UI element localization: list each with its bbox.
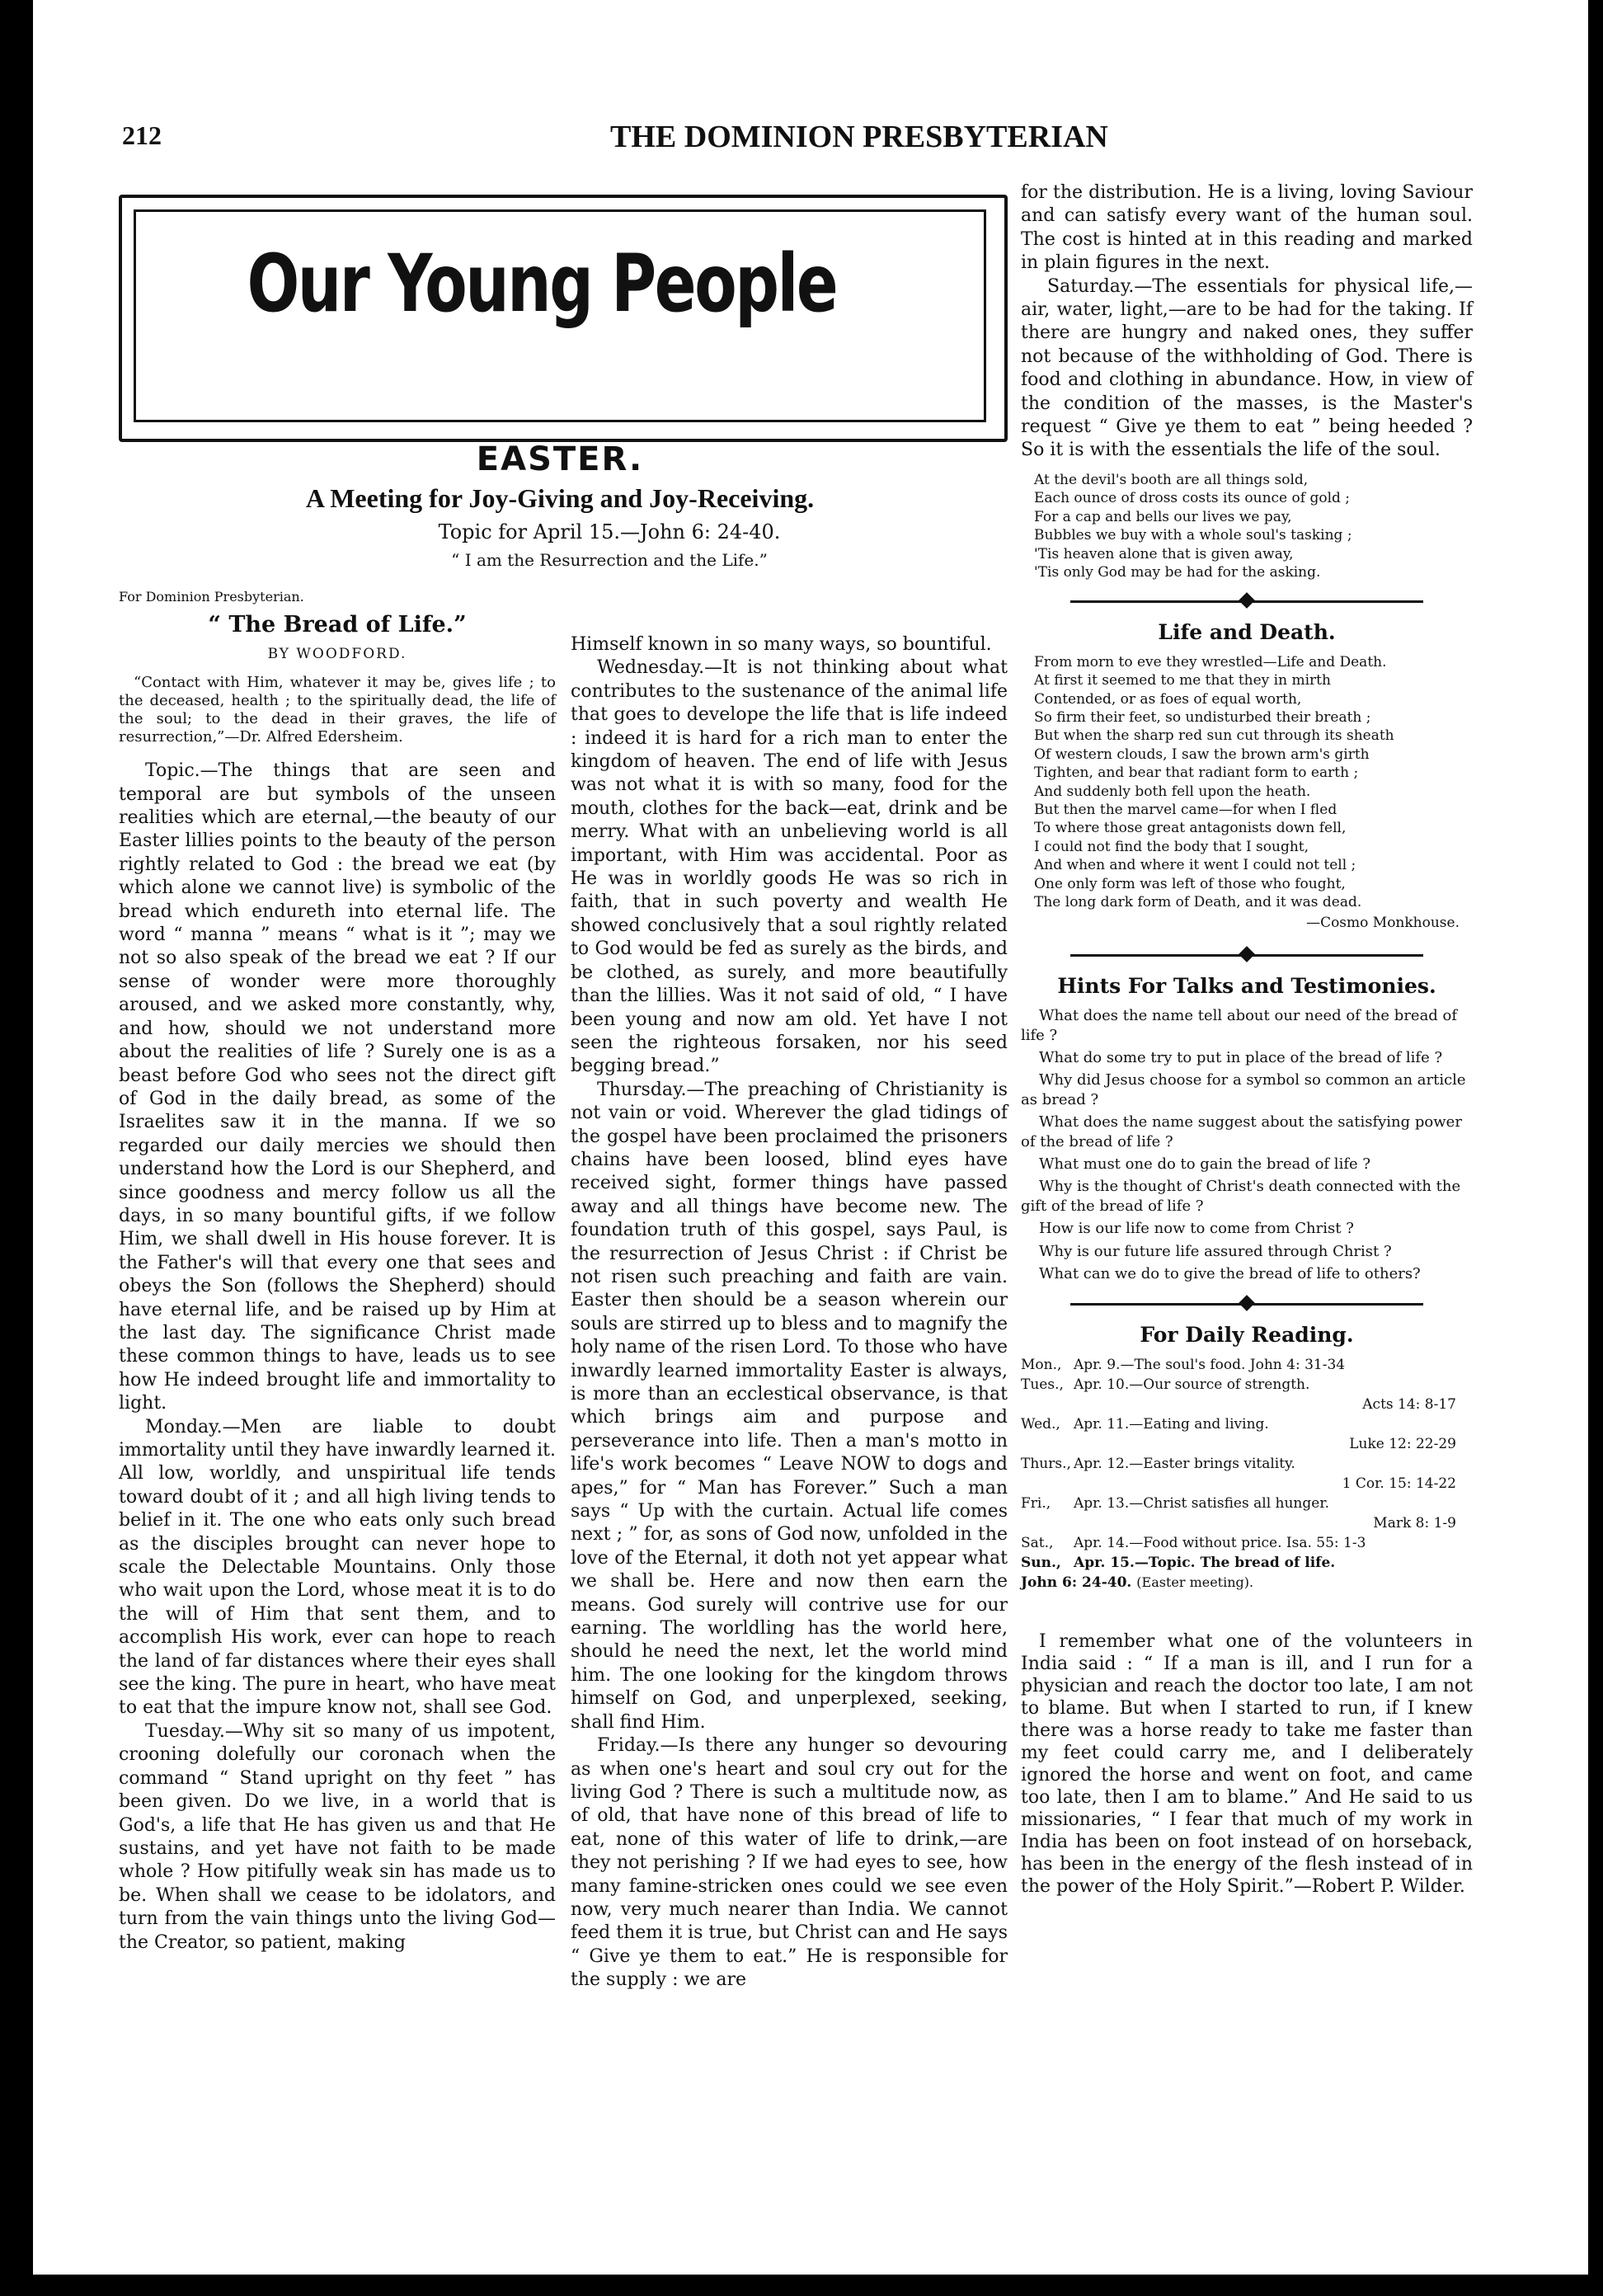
reading-text: Apr. 13.—Christ satisfies all hunger. [1074, 1494, 1329, 1512]
poem-line: 'Tis only God may be had for the asking. [1034, 563, 1321, 581]
credit-line: For Dominion Presbyterian. [119, 589, 304, 605]
page-number: 212 [122, 120, 162, 150]
hint-item: What must one do to gain the bread of life ? [1039, 1155, 1371, 1174]
poem-line: Contended, or as foes of equal worth, [1034, 690, 1302, 708]
hint-item: Why is the thought of Christ's death connected with the gift of the bread of life ? [1021, 1178, 1461, 1215]
hint-item: What does the name suggest about the satisfying power of the bread of life ? [1021, 1113, 1462, 1150]
journal-title: THE DOMINION PRESBYTERIAN [610, 120, 1108, 154]
column-1 [119, 586, 556, 1955]
poem-line: So firm their feet, so undisturbed their breath ; [1034, 708, 1371, 726]
reading-row [1021, 1494, 1473, 1513]
hint-item: Why is our future life assured through Christ ? [1039, 1242, 1392, 1260]
hints-list [1021, 1006, 1473, 1283]
life-and-death-title: Life and Death. [1158, 620, 1336, 645]
paragraph-saturday: Saturday.—The essentials for physical life,—air, water, light,—are to be had for the taking. If there are hungry and naked ones, they suffer not because of the withholding of God. There is food and clothing in abundance. How, in view of the condition of the masses, is the Master's request “ Give ye them to eat ” being heeded ? So it is with the essentials the life of the soul. [1021, 275, 1473, 461]
poem-line: But when the sharp red sun cut through its sheath [1034, 727, 1394, 745]
poem-line: 'Tis heaven alone that is given away, [1034, 545, 1294, 562]
paragraph-monday: Monday.—Men are liable to doubt immortality until they have inwardly learned it. All low, worldly, and unspiritual life tends toward doubt of it ; and all high living tends to belief in it. The one who eats only such bread as the disciples brought can never hope to scale the Delectable Mountains. Only those who wait upon the Lord, whose meat it is to do the will of Him that sent them, and to accomplish His work, ever can hope to reach the land of far distances where their eyes shall see the king. The pure in heart, who have meat to eat that the impure know not, shall see God. [119, 1416, 556, 1719]
reading-day: Tues., [1021, 1376, 1064, 1393]
hint-item: What do some try to put in place of the bread of life ? [1039, 1049, 1443, 1067]
bread-of-life-title: “ The Bread of Life.” [208, 612, 467, 638]
reading-text: Apr. 9.—The soul's food. John 4: 31-34 [1074, 1356, 1346, 1373]
poem-line: Each ounce of dross costs its ounce of gold ; [1034, 490, 1351, 507]
reading-ref: Mark 8: 1-9 [1373, 1514, 1456, 1531]
reading-row [1021, 1355, 1473, 1375]
ornamental-divider [1070, 945, 1423, 967]
reading-row [1021, 1533, 1473, 1553]
closing-quote: I remember what one of the volunteers in India said : “ If a man is ill, and I run for a physician and reach the doctor too late, I am not to blame. But when I started to run, if I knew there was a horse ready to take me faster than my feet could carry me, and I deliberately ignored the horse and went on foot, and came too late, then I am to blame.” And He said to us missionaries, “ I fear that much of my work in India has been on foot instead of on horseback, has been in the energy of the flesh instead of in the power of the Holy Spirit.”—Robert P. Wilder. [1021, 1630, 1473, 1897]
reading-text: Apr. 12.—Easter brings vitality. [1074, 1455, 1295, 1472]
poem-line: Bubbles we buy with a whole soul's tasking ; [1034, 527, 1352, 544]
poem-line: I could not find the body that I sought, [1034, 838, 1309, 855]
topic-line: Topic for April 15.—John 6: 24-40. [438, 520, 781, 543]
reading-text: Apr. 15.—Topic. The bread of life. [1074, 1554, 1336, 1571]
reading-text: Apr. 11.—Eating and living. [1074, 1415, 1269, 1433]
reading-day: Sat., [1021, 1534, 1054, 1551]
section-banner [115, 195, 1004, 442]
reading-day: Mon., [1021, 1356, 1062, 1373]
paragraph-topic: Topic.—The things that are seen and temporal are but symbols of the unseen realities which are eternal,—the beauty of our Easter lillies points to the beauty of the person rightly related to God : the bread we eat (by which alone we cannot live) is symbolic of the bread which endureth into eternal life. The word “ manna ” means “ what is it ”; may we not so also speak of the bread we eat ? If our sense of wonder were more thoroughly aroused, and we asked more constantly, why, and how, should we not understand more about the realities of life ? Surely one is as a beast before God who sees not the direct gift of God in the daily bread, as some of the Israelites saw it in the manna. If we so regarded our daily mercies we should then understand how the Lord is our Shepherd, and since goodness and mercy follow us all the days, in so many bountiful gifts, if we follow Him, we shall dwell in His house forever. It is the Father's will that every one that sees and obeys the Son (follows the Shepherd) should have eternal life, and be raised up by Him at the last day. The significance Christ made these common things to have, leads us to see how He indeed brought life and immortality to light. [119, 760, 556, 1414]
article-heading [115, 432, 1004, 570]
poem-line: Of western clouds, I saw the brown arm's girth [1034, 746, 1370, 763]
reading-ref: 1 Cor. 15: 14-22 [1342, 1475, 1456, 1492]
epigraph: “Contact with Him, whatever it may be, gives life ; to the deceased, health ; to the spiritually dead, the life of the soul; to the dead in their graves, the life of resurrection,”—Dr. Alfred Edersheim. [119, 674, 556, 746]
poem-life-and-death [1034, 653, 1473, 912]
scan-right-edge [1588, 0, 1603, 2296]
hint-item: How is our life now to come from Christ ? [1039, 1220, 1354, 1238]
paragraph-wednesday: Wednesday.—It is not thinking about what contributes to the sustenance of the animal life that goes to develope the life that is life indeed : indeed it is hard for a rich man to enter the kingdom of heaven. The end of life with Jesus was not what it is with so many, food for the mouth, clothes for the back—eat, drink and be merry. What with an unbelieving world is all important, with Him was accidental. Poor as He was in worldly goods He was so rich in faith, that in such poverty and wealth He showed conclusively that a soul rightly related to God would be fed as surely as the birds, and be clothed, as surely, and more beautifully than the lillies. Was it not said of old, “ I have been young and now am old. Yet have I not seen the righteous forsaken, nor his seed begging bread.” [571, 657, 1008, 1077]
reading-text: Apr. 14.—Food without price. Isa. 55: 1-3 [1074, 1534, 1366, 1551]
reading-ref: John 6: 24-40. [1021, 1574, 1132, 1591]
ornamental-divider [1070, 591, 1423, 613]
reading-row [1021, 1414, 1473, 1434]
paragraph-thursday: Thursday.—The preaching of Christianity is not vain or void. Wherever the glad tidings of the gospel have been proclaimed the prisoners chains have been loosed, blind eyes have received sight, former things have passed away and all things have become new. The foundation truth of this gospel, says Paul, is the resurrection of Jesus Christ : if Christ be not risen such preaching and faith are vain. Easter then should be a season wherein our souls are stirred up to bless and to magnify the holy name of the risen Lord. To those who have inwardly learned immortality Easter is always, is more than an ecclestical observance, is that which brings aim and purpose and perseverance into life. Then a man's motto in life's work becomes “ Leave NOW to dogs and apes,” for “ Man has Forever.” Such a man says “ Up with the curtain. Actual life comes next ; ” for, as sons of God now, unfolded in the love of the Eternal, it doth not yet appear what we shall be. Here and now then earn the means. God surely will contrive use for our earning. The worldling has the world here, should he need the next, let the world mind him. The one looking for the kingdom throws himself on God, and unperplexed, seeking, shall find Him. [571, 1079, 1008, 1733]
poem-line: From morn to eve they wrestled—Life and Death. [1034, 653, 1387, 670]
daily-reading-list [1021, 1355, 1473, 1593]
paragraph-continuation: Himself known in so many ways, so bountiful. [571, 634, 992, 655]
poem-line: The long dark form of Death, and it was dead. [1034, 894, 1362, 910]
hint-item: What can we do to give the bread of life to others? [1039, 1265, 1421, 1283]
poem-line: For a cap and bells our lives we pay, [1034, 508, 1292, 525]
daily-reading-title: For Daily Reading. [1140, 1322, 1354, 1347]
hints-title: Hints For Talks and Testimonies. [1057, 973, 1436, 998]
motto-line: “ I am the Resurrection and the Life.” [451, 550, 768, 570]
paragraph-continuation: for the distribution. He is a living, loving Saviour and can satisfy every want of the human soul. The cost is hinted at in this reading and marked in plain figures in the next. [1021, 182, 1473, 274]
byline: BY WOODFORD. [267, 645, 407, 662]
poem-line: At first it seemed to me that they in mirth [1034, 672, 1331, 689]
paragraph-friday: Friday.—Is there any hunger so devouring as when one's heart and soul cry out for the living God ? There is such a multitude now, as of old, that have none of this bread of life to eat, none of this water of life to drink,—are they not perishing ? If we had eyes to see, how many famine-stricken ones could we see even now, very much nearer than India. We cannot feed them it is true, but Christ can and He says “ Give ye them to eat.” He is responsible for the supply : we are [571, 1735, 1008, 1991]
reading-row [1021, 1553, 1473, 1573]
scan-bottom-edge [0, 2275, 1603, 2296]
running-head [115, 115, 1468, 157]
paragraph-tuesday: Tuesday.—Why sit so many of us impotent, crooning dolefully our coronach when the command “ Stand upright on thy feet ” has been given. Do we live, in a world that is God's, a life that He has given us and that He sustains, and yet have not faith to be made whole ? How pitifully weak sin has made us to be. When shall we cease to be idolators, and turn from the vain things unto the living God—the Creator, so patient, making [119, 1720, 556, 1953]
scan-left-edge [0, 0, 33, 2296]
reading-row [1021, 1375, 1473, 1395]
column-3 [1021, 181, 1473, 1898]
reading-day: Wed., [1021, 1415, 1060, 1433]
hint-item: Why did Jesus choose for a symbol so common an article as bread ? [1021, 1071, 1466, 1108]
article-title: EASTER. [476, 440, 644, 478]
poem-line: To where those great antagonists down fell, [1034, 820, 1347, 837]
newspaper-page [115, 115, 1473, 2227]
reading-ref: Acts 14: 8-17 [1362, 1395, 1456, 1413]
reading-day: Fri., [1021, 1494, 1051, 1512]
reading-ref: Luke 12: 22-29 [1349, 1435, 1456, 1452]
reading-day: Thurs., [1021, 1455, 1071, 1472]
poem-line: Tighten, and bear that radiant form to earth ; [1034, 765, 1359, 782]
reading-day: Sun., [1021, 1554, 1061, 1571]
reading-text: Apr. 10.—Our source of strength. [1074, 1376, 1310, 1393]
article-subtitle: A Meeting for Joy-Giving and Joy-Receiving. [305, 483, 815, 513]
ornamental-divider [1070, 1294, 1423, 1315]
poem-author: —Cosmo Monkhouse. [1306, 915, 1460, 932]
poem-line: And suddenly both fell upon the heath. [1034, 783, 1311, 800]
reading-note: (Easter meeting). [1136, 1574, 1254, 1590]
reading-last-line [1021, 1573, 1473, 1593]
banner-title: Our Young People [247, 238, 837, 330]
poem-line: But then the marvel came—for when I fled [1034, 801, 1337, 818]
column-2 [571, 633, 1008, 1993]
reading-row [1021, 1454, 1473, 1474]
poem-line: And when and where it went I could not tell ; [1034, 857, 1356, 874]
poem-line: At the devil's booth are all things sold, [1034, 471, 1309, 488]
hint-item: What does the name tell about our need of the bread of life ? [1021, 1007, 1458, 1044]
closing-quote-block [1021, 1630, 1473, 1898]
poem-line: One only form was left of those who fought, [1034, 875, 1346, 892]
poem-devils-booth [1034, 471, 1473, 581]
